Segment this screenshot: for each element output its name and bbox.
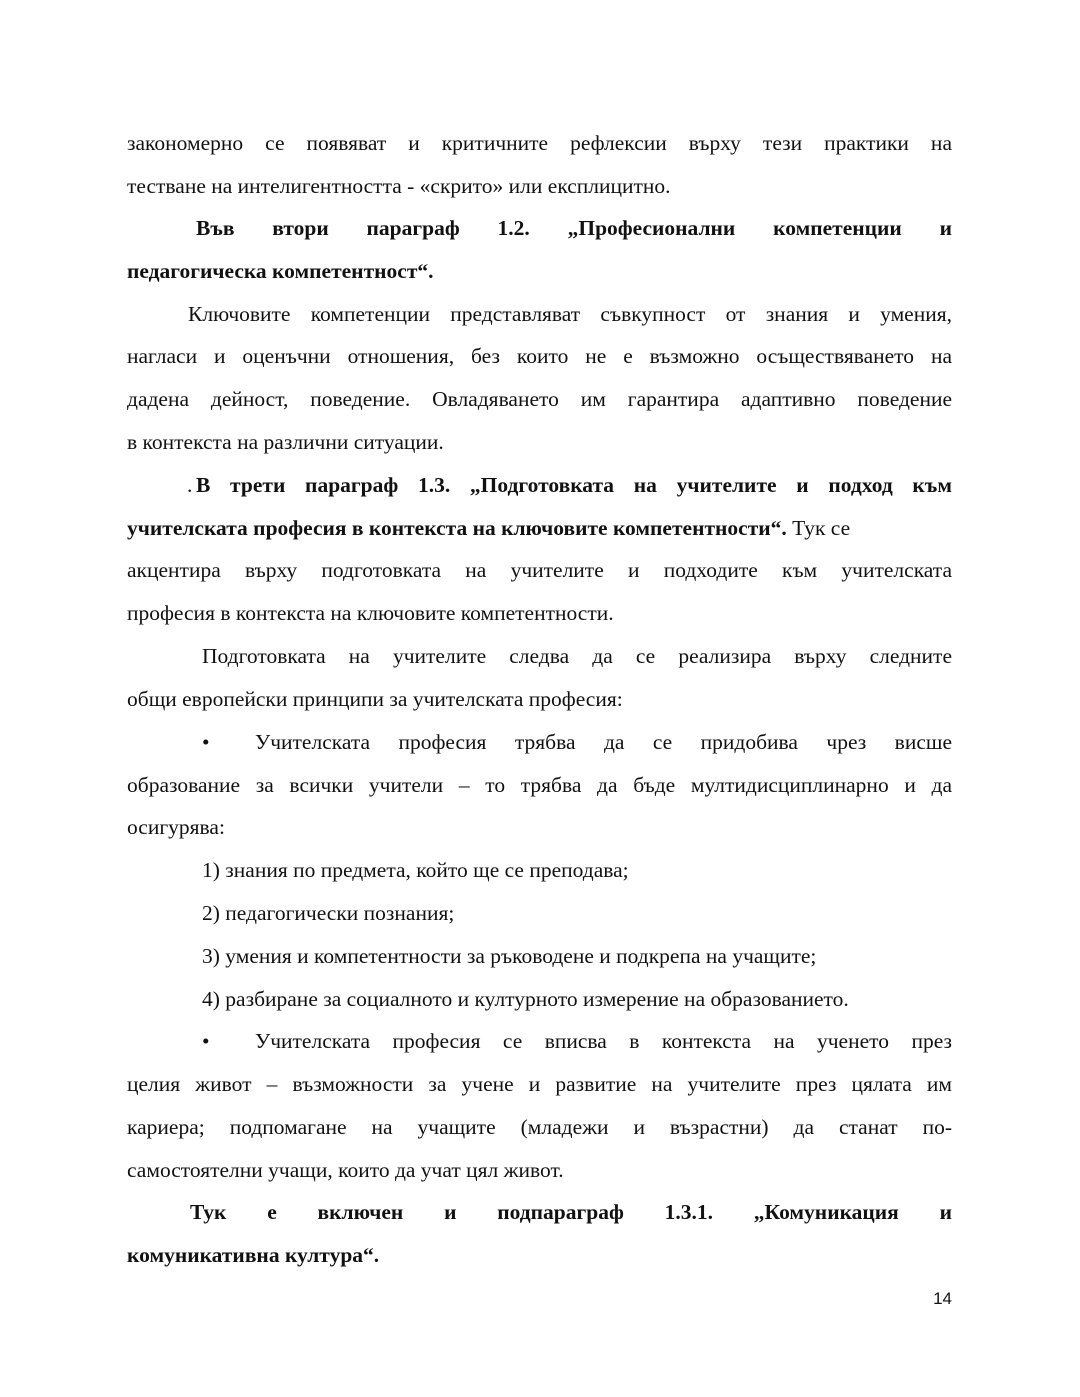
list-item: 3) умения и компетентности за ръководене и подкрепа на учащите; bbox=[202, 944, 817, 968]
text-line: закономерно се появяват и критичните рефлексии върху тези практики на bbox=[127, 131, 952, 155]
text-line: нагласи и оценъчни отношения, без които не е възможно осъществяването на bbox=[127, 344, 952, 368]
text-line: осигурява: bbox=[127, 815, 225, 839]
stray-dot: . bbox=[187, 473, 193, 497]
text-line: дадена дейност, поведение. Овладяването им гарантира адаптивно поведение bbox=[127, 387, 952, 411]
section-heading: В трети параграф 1.3. „Подготовката на учителите и подход към bbox=[196, 473, 952, 497]
list-item: 4) разбиране за социалното и културното измерение на образованието. bbox=[202, 987, 849, 1011]
text-line: Подготовката на учителите следва да се реализира върху следните bbox=[202, 644, 952, 668]
page-number: 14 bbox=[933, 1289, 952, 1308]
text-line: Ключовите компетенции представляват съвкупност от знания и умения, bbox=[188, 302, 952, 326]
bullet: • bbox=[202, 730, 210, 754]
bullet: • bbox=[202, 1029, 210, 1053]
text-line: професия в контекста на ключовите компетентности. bbox=[127, 601, 614, 625]
section-heading: учителската професия в контекста на ключовите компетентности“. bbox=[127, 516, 787, 540]
section-heading: Във втори параграф 1.2. „Професионални компетенции и bbox=[196, 216, 952, 240]
list-item: 1) знания по предмета, който ще се преподава; bbox=[202, 858, 629, 882]
section-heading: педагогическа компетентност“. bbox=[127, 259, 434, 283]
text-line: тестване на интелигентността - «скрито» или експлицитно. bbox=[127, 174, 671, 198]
text-line bbox=[127, 513, 952, 543]
text-line: в контекста на различни ситуации. bbox=[127, 430, 444, 454]
text-line: общи европейски принципи за учителската професия: bbox=[127, 687, 623, 711]
section-heading: Тук е включен и подпараграф 1.3.1. „Комуникация и bbox=[190, 1200, 952, 1224]
text-line: акцентира върху подготовката на учителите и подходите към учителската bbox=[127, 558, 952, 582]
list-item-text: Учителската професия се вписва в контекста на ученето през bbox=[255, 1029, 952, 1053]
text-line: образование за всички учители – то трябва да бъде мултидисциплинарно и да bbox=[127, 773, 952, 797]
text-line: целия живот – възможности за учене и развитие на учителите през цялата им bbox=[127, 1072, 952, 1096]
list-item-text: Учителската професия трябва да се придобива чрез висше bbox=[255, 730, 952, 754]
text-fragment: Тук се bbox=[786, 516, 851, 540]
text-line: самостоятелни учащи, които да учат цял живот. bbox=[127, 1158, 564, 1182]
text-line: кариера; подпомагане на учащите (младежи и възрастни) да станат по- bbox=[127, 1115, 952, 1139]
section-heading: комуникативна култура“. bbox=[127, 1243, 380, 1267]
list-item: 2) педагогически познания; bbox=[202, 901, 455, 925]
